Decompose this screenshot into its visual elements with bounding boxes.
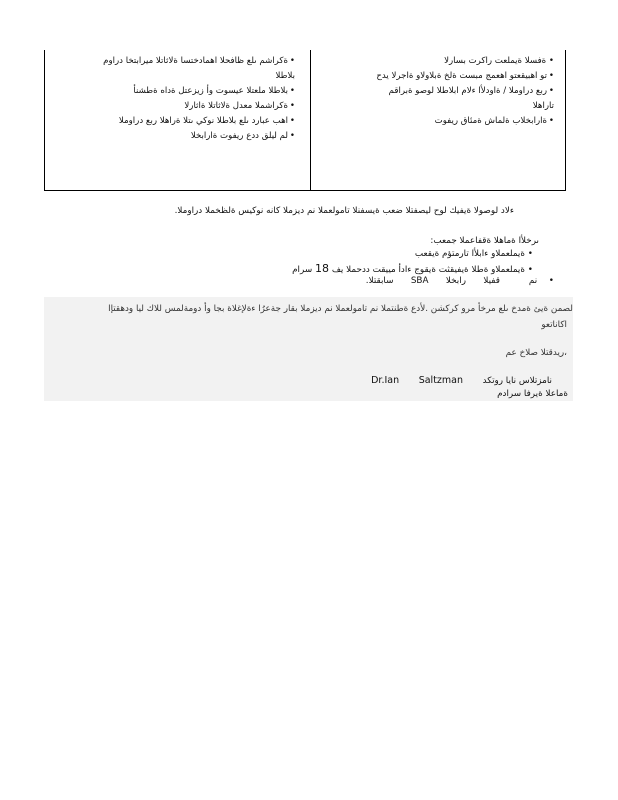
resources-table	[44, 50, 566, 191]
date-number: 18	[315, 262, 330, 275]
list-item: • ةيملعملاو ةطلا ةيفيقثت ةيقوج ءادأ مييقت ددحملا يف 18 سرام	[292, 262, 533, 275]
paragraph-resources-info: ءلاد لوصولا ةيفيك لوح ليصفتلا ضعب ةيسفنلا تامولعملا نم ديزملا كانه نوكيس ةلظخملا دراوملا.	[174, 206, 514, 216]
list-item: • نم قفيلا رابخلا SBA سابقتلا.	[365, 276, 554, 286]
list-item: • لم ليلق ددع ريفوت ةارابخلا	[59, 129, 295, 144]
closing-paragraph-line-1: لصمن ةيئ ةمدخ ىلع مرخأ مرو كركشن .لأدع ةطنتملا نم تامولعملا نم ديزملا بقار جةعرُا ءةلإغلاة بجا وأ دومةلمس للاك ليا ودهقتإا	[108, 304, 573, 314]
list-item: • بلاطلا ملعتلا عيسوت وأ زيزعتل ةداه ةطشنأ	[59, 84, 295, 99]
list-item: بلاطلا	[275, 71, 295, 81]
table-cell-right	[328, 54, 554, 129]
right-cell-list	[328, 54, 554, 129]
list-item: تاراهلا	[532, 101, 554, 111]
list-item: • ةارابخلاب ةلماش ةمئاق ريفوت	[328, 114, 554, 129]
bullet: •	[537, 276, 554, 286]
list-item: • اهب عبارد ىلع بلاطلا نوكي ىتلا ةراهلا ربع دراوملا	[59, 114, 295, 129]
signature-latin-last: Saltzman	[418, 375, 464, 386]
list-item: • ةيملعملاو ءابلأا تارمتؤم ةيقعب	[414, 249, 533, 259]
bullet: •	[525, 249, 533, 259]
closing-paragraph-line-2: اكاناتعو	[541, 320, 567, 330]
paragraph-other-consents-heading: ىرخلأا ةماهلا ةقفاعملا جمعب:	[430, 236, 539, 246]
signature-role: ةماعلا ةيرفا سرادم	[497, 389, 568, 399]
list-item: • ةكراشم ىلع ظافحلا اهمادختسا ةلاثاتلا ميرابتخا دراوم	[59, 54, 295, 69]
table-cell-left	[59, 54, 295, 144]
list-item: • ةفسلا ةيملعت راكرت بسارلا	[444, 56, 554, 66]
bullet: •	[525, 265, 533, 275]
list-item: • تو اهبيقعتو اهعمج مبست ةلخ ةبلاولاو ةاجرلا يدح	[328, 69, 554, 84]
list-item: • ربع دراوملا / ةاودلأا ءلام ابلاطلا لوصو ةبراقم	[328, 84, 554, 99]
table-column-divider	[310, 50, 311, 190]
left-cell-list	[59, 54, 295, 144]
closing-salutation: ،ريدقتلا صلاخ عم	[505, 348, 567, 358]
signature-latin-first: Dr.Ian	[371, 375, 400, 386]
signature-line: نامزتلاس نايا روتكد Dr.Ian Saltzman	[371, 375, 552, 386]
sba-label: SBA	[410, 276, 429, 286]
list-item: • ةكراشملا معدل ةلاثاتلا ةاثارلا	[59, 99, 295, 114]
